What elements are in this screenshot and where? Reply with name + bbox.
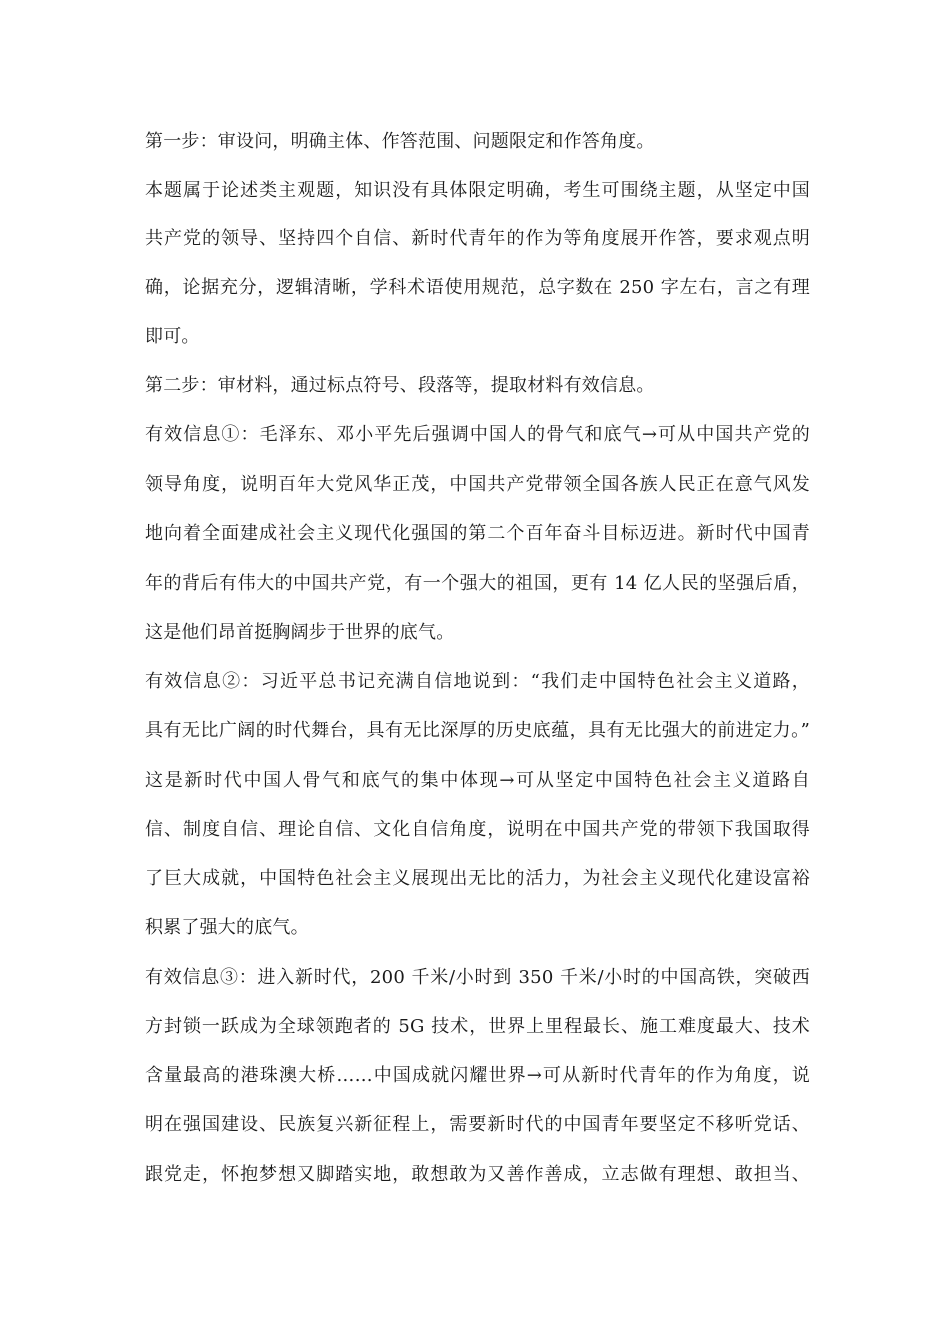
info-one-line: 领导角度，说明百年大党风华正茂，中国共产党带领全国各族人民正在意气风发 (145, 474, 810, 495)
info-two-line: 有效信息②：习近平总书记充满自信地说到：“我们走中国特色社会主义道路， (145, 671, 810, 692)
info-three-line: 明在强国建设、民族复兴新征程上，需要新时代的中国青年要坚定不移听党话、 (145, 1114, 810, 1135)
paragraph-line: 共产党的领导、坚持四个自信、新时代青年的作为等角度展开作答，要求观点明 (145, 228, 810, 249)
step-two-heading: 第二步：审材料，通过标点符号、段落等，提取材料有效信息。 (145, 375, 655, 396)
info-two-line: 这是新时代中国人骨气和底气的集中体现→可从坚定中国特色社会主义道路自 (145, 770, 810, 791)
info-three-line: 跟党走，怀抱梦想又脚踏实地，敢想敢为又善作善成，立志做有理想、敢担当、 (145, 1164, 810, 1185)
info-three-line: 含量最高的港珠澳大桥……中国成就闪耀世界→可从新时代青年的作为角度，说 (145, 1065, 810, 1086)
info-two-line: 具有无比广阔的时代舞台，具有无比深厚的历史底蕴，具有无比强大的前进定力。” (145, 720, 810, 741)
paragraph-line: 确，论据充分，逻辑清晰，学科术语使用规范，总字数在 250 字左右，言之有理 (145, 277, 810, 298)
info-one-line: 地向着全面建成社会主义现代化强国的第二个百年奋斗目标迈进。新时代中国青 (145, 523, 810, 544)
info-one-line: 年的背后有伟大的中国共产党，有一个强大的祖国，更有 14 亿人民的坚强后盾， (145, 573, 810, 594)
paragraph-line: 即可。 (145, 326, 200, 347)
info-one-line: 有效信息①：毛泽东、邓小平先后强调中国人的骨气和底气→可从中国共产党的 (145, 424, 810, 445)
info-three-line: 方封锁一跃成为全球领跑者的 5G 技术，世界上里程最长、施工难度最大、技术 (145, 1016, 810, 1037)
info-one-line: 这是他们昂首挺胸阔步于世界的底气。 (145, 622, 455, 643)
step-one-heading: 第一步：审设问，明确主体、作答范围、问题限定和作答角度。 (145, 131, 655, 152)
paragraph-line: 本题属于论述类主观题，知识没有具体限定明确，考生可围绕主题，从坚定中国 (145, 180, 810, 201)
info-two-line: 了巨大成就，中国特色社会主义展现出无比的活力，为社会主义现代化建设富裕 (145, 868, 810, 889)
info-three-line: 有效信息③：进入新时代，200 千米/小时到 350 千米/小时的中国高铁，突破西 (145, 967, 810, 988)
info-two-line: 信、制度自信、理论自信、文化自信角度，说明在中国共产党的带领下我国取得 (145, 819, 810, 840)
info-two-line: 积累了强大的底气。 (145, 917, 309, 938)
